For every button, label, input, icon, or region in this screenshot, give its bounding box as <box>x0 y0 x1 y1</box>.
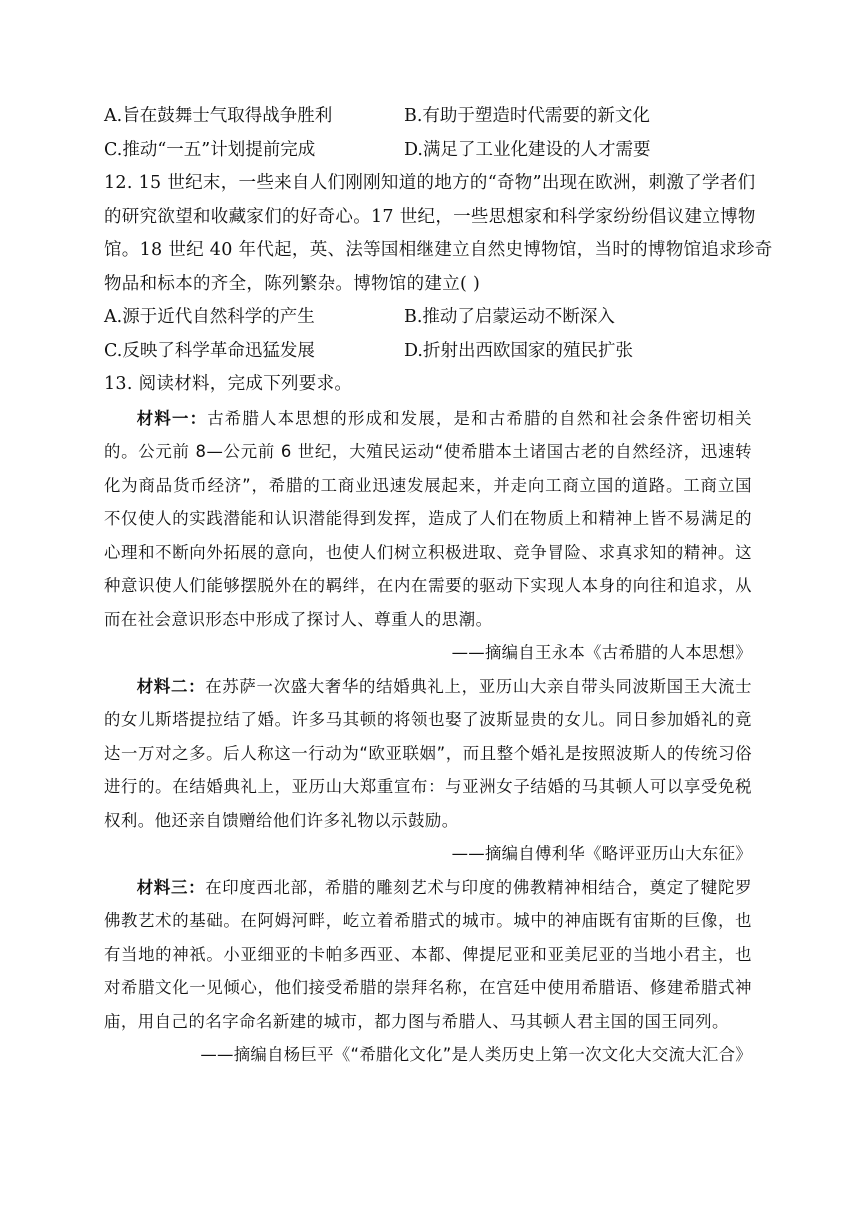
material-2-paragraph <box>104 670 752 838</box>
q11-option-a: A.旨在鼓舞士气取得战争胜利 <box>104 106 333 126</box>
q12-options-row-1 <box>104 301 752 335</box>
q11-options-row-2 <box>104 134 752 168</box>
q11-option-d: D.满足了工业化建设的人才需要 <box>404 139 651 160</box>
material-1-label: 材料一： <box>136 408 208 428</box>
material-3-source: ——摘编自杨巨平《“希腊化文化”是人类历史上第一次文化大交流大汇合》 <box>200 1045 752 1064</box>
q12-options-row-2 <box>104 335 752 369</box>
material-1-text: 古希腊人本思想的形成和发展，是和古希腊的自然和社会条件密切相关的。公元前 8—公元前 6 世纪，大殖民运动“使希腊本土诸国古老的自然经济，迅速转化为商品货币经济”，希腊的工商业迅速发展起来，并走向工商立国的道路。工商立国不仅使人的实践潜能和认识潜能得到发挥，造成了人们在物质上和精神上皆不易满足的心理和不断向外拓展的意向，也使人们树立积极进取、竞争冒险、求真求知的精神。这种意识使人们能够摆脱外在的羁绊，在内在需要的驱动下实现人本身的向往和追求，从而在社会意识形态中形成了探讨人、尊重人的思潮。 <box>104 408 752 629</box>
exam-page <box>104 100 773 1072</box>
material-1-source: ——摘编自王永本《古希腊的人本思想》 <box>451 643 752 662</box>
q12-option-b: B.推动了启蒙运动不断深入 <box>404 307 615 327</box>
q12-stem <box>104 167 773 301</box>
q12-stem-line: 馆。18 世纪 40 年代起，英、法等国相继建立自然史博物馆，当时的博物馆追求珍奇 <box>104 240 773 260</box>
q11-option-b: B.有助于塑造时代需要的新文化 <box>404 106 650 126</box>
q12-option-a: A.源于近代自然科学的产生 <box>104 307 315 327</box>
material-2-source: ——摘编自傅利华《略评亚历山大东征》 <box>451 844 752 863</box>
material-3-paragraph <box>104 871 752 1039</box>
q12-option-c: C.反映了科学革命迅猛发展 <box>104 340 315 361</box>
q11-option-c: C.推动“一五”计划提前完成 <box>104 139 316 160</box>
material-2-text: 在苏萨一次盛大奢华的结婚典礼上，亚历山大亲自带头同波斯国王大流士的女儿斯塔提拉结了婚。许多马其顿的将领也娶了波斯显贵的女儿。同日参加婚礼的竟达一万对之多。后人称这一行动为“欧亚联姻”，而且整个婚礼是按照波斯人的传统习俗进行的。在结婚典礼上，亚历山大郑重宣布：与亚洲女子结婚的马其顿人可以享受免税权利。他还亲自馈赠给他们许多礼物以示鼓励。 <box>104 676 753 830</box>
q12-stem-line: 的研究欲望和收藏家们的好奇心。17 世纪，一些思想家和科学家纷纷倡议建立博物 <box>104 206 756 227</box>
q13-stem: 13. 阅读材料，完成下列要求。 <box>104 374 353 394</box>
material-1-paragraph <box>104 402 752 637</box>
q11-options-row-1 <box>104 100 752 134</box>
q12-stem-line: 12. 15 世纪末，一些来自人们刚刚知道的地方的“奇物”出现在欧洲，刺激了学者们 <box>104 173 756 193</box>
material-3-text: 在印度西北部，希腊的雕刻艺术与印度的佛教精神相结合，奠定了犍陀罗佛教艺术的基础。在阿姆河畔，屹立着希腊式的城市。城中的神庙既有宙斯的巨像，也有当地的神祇。小亚细亚的卡帕多西亚、本都、俾提尼亚和亚美尼亚的当地小君主，也对希腊文化一见倾心，他们接受希腊的崇拜名称，在宫廷中使用希腊语、修建希腊式神庙，用自己的名字命名新建的城市，都力图与希腊人、马其顿人君主国的国王同列。 <box>104 877 753 1031</box>
material-3-label: 材料三： <box>136 877 206 897</box>
material-2-label: 材料二： <box>136 676 206 696</box>
q12-option-d: D.折射出西欧国家的殖民扩张 <box>404 340 633 361</box>
q12-stem-line: 物品和标本的齐全，陈列繁杂。博物馆的建立( ) <box>104 273 481 294</box>
